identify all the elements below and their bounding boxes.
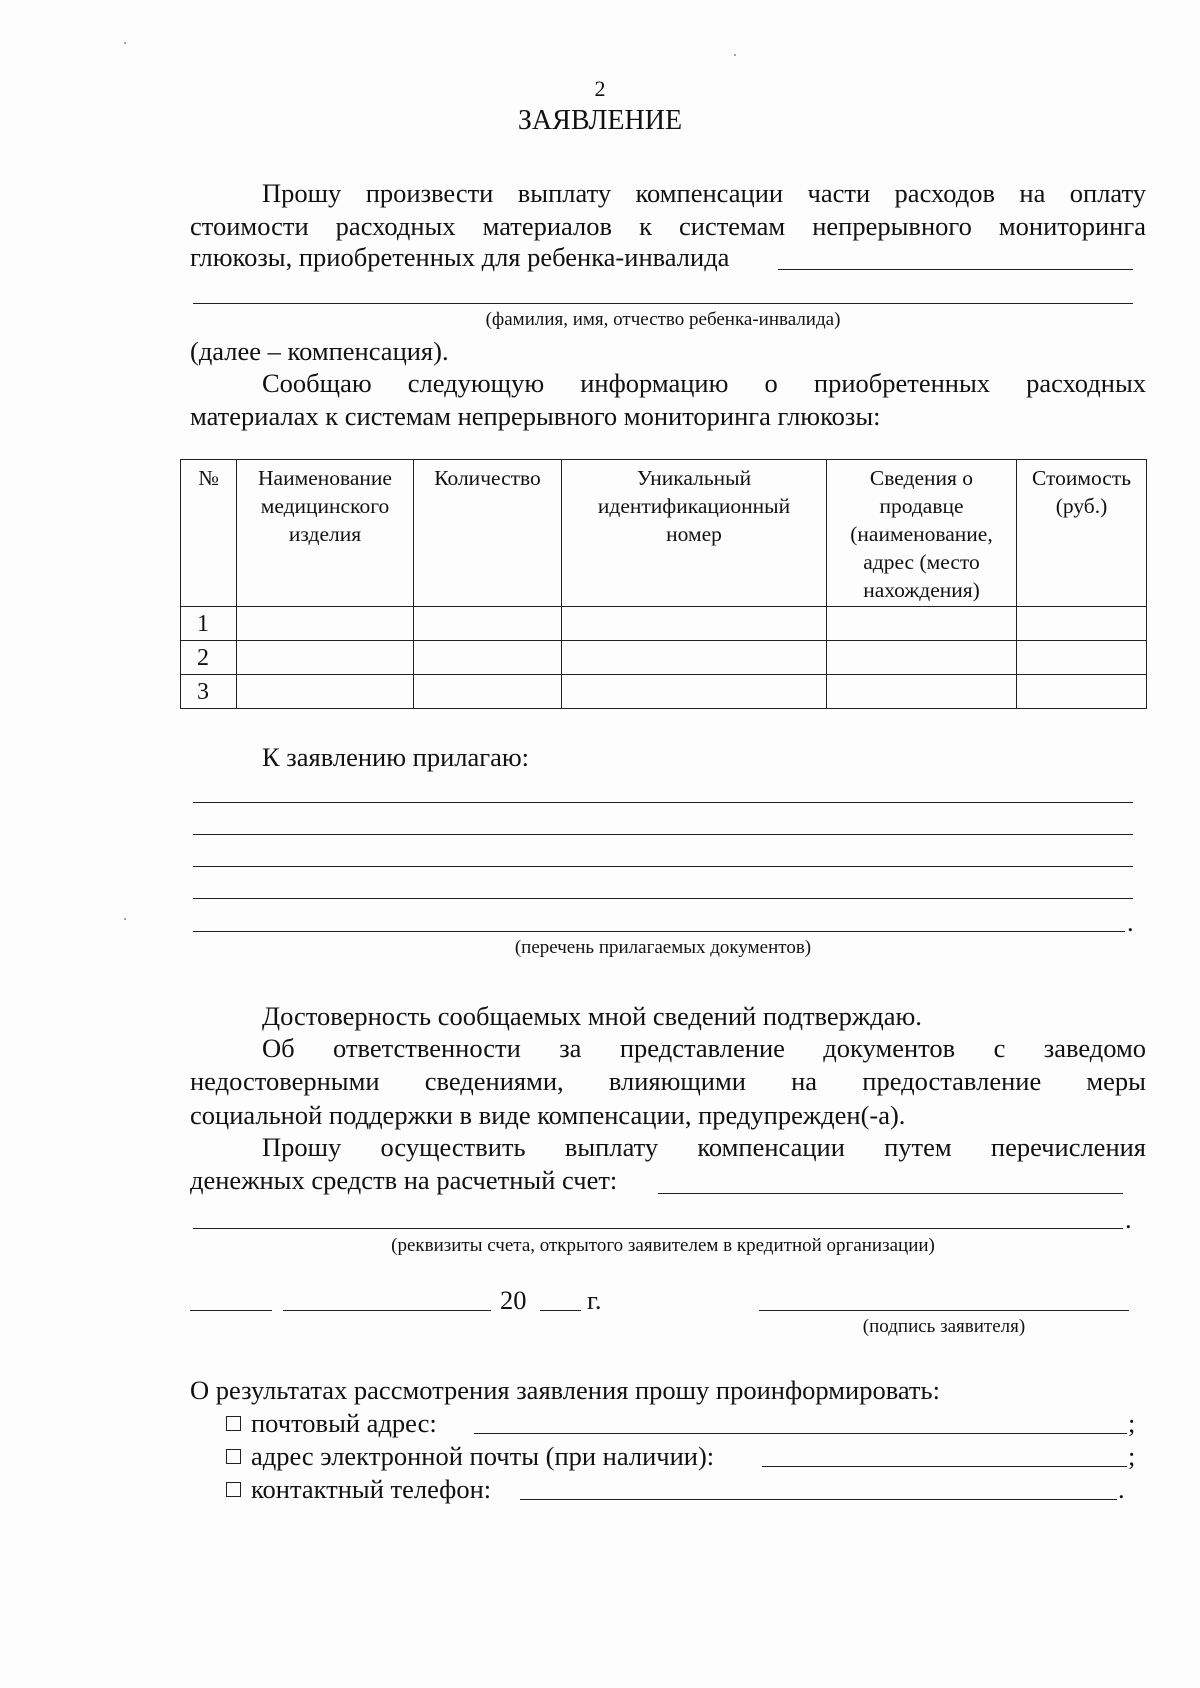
payment-line-2: денежных средств на расчетный счет: bbox=[190, 1165, 618, 1195]
date-day-field[interactable] bbox=[190, 1310, 272, 1311]
notify-option-end: ; bbox=[1128, 1408, 1136, 1438]
child-name-field-line-2[interactable] bbox=[193, 303, 1133, 304]
table-cell[interactable] bbox=[414, 675, 562, 709]
row-number: 2 bbox=[181, 641, 237, 675]
notify-option-phone bbox=[226, 1473, 491, 1506]
col-header-device-name: Наименование медицинского изделия bbox=[237, 460, 414, 607]
confirmation-line: Достоверность сообщаемых мной сведений подтверждаю. bbox=[262, 1001, 922, 1031]
attachments-caption: (перечень прилагаемых документов) bbox=[514, 937, 812, 958]
checkbox-email[interactable] bbox=[226, 1449, 241, 1464]
account-caption: (реквизиты счета, открытого заявителем в кредитной организации) bbox=[391, 1235, 935, 1256]
email-field[interactable] bbox=[762, 1466, 1127, 1467]
page-number: 2 bbox=[594, 76, 606, 101]
table-cell[interactable] bbox=[562, 641, 827, 675]
notify-option-label: почтовый адрес: bbox=[251, 1408, 437, 1438]
table-cell[interactable] bbox=[827, 675, 1017, 709]
date-month-field[interactable] bbox=[283, 1310, 491, 1311]
attachment-line-5[interactable] bbox=[193, 931, 1125, 932]
table-cell[interactable] bbox=[237, 607, 414, 641]
notify-option-label: адрес электронной почты (при наличии): bbox=[251, 1441, 715, 1471]
scan-speck bbox=[124, 42, 126, 44]
table-cell[interactable] bbox=[1017, 675, 1147, 709]
date-year-prefix: 20 bbox=[500, 1285, 527, 1315]
responsibility-line-1: Об ответственности за представление документов с заведомо bbox=[262, 1033, 1146, 1063]
table-cell[interactable] bbox=[827, 641, 1017, 675]
row-number: 1 bbox=[181, 607, 237, 641]
table-cell[interactable] bbox=[562, 675, 827, 709]
signature-caption: (подпись заявителя) bbox=[862, 1316, 1026, 1337]
table-row bbox=[181, 675, 1147, 709]
row-number: 3 bbox=[181, 675, 237, 709]
notify-option-email bbox=[226, 1440, 714, 1473]
attachments-label: К заявлению прилагаю: bbox=[262, 742, 530, 772]
signature-field[interactable] bbox=[759, 1310, 1129, 1311]
table-cell[interactable] bbox=[414, 607, 562, 641]
notify-option-postal bbox=[226, 1407, 437, 1440]
notify-option-end: . bbox=[1118, 1474, 1125, 1504]
account-field[interactable] bbox=[658, 1193, 1123, 1194]
notify-option-end: ; bbox=[1128, 1441, 1136, 1471]
attachment-line-4[interactable] bbox=[193, 898, 1133, 899]
table-cell[interactable] bbox=[1017, 641, 1147, 675]
table-cell[interactable] bbox=[827, 607, 1017, 641]
date-year-suffix: г. bbox=[587, 1285, 602, 1315]
info-line-1: Сообщаю следующую информацию о приобретенных расходных bbox=[262, 368, 1146, 398]
table-cell[interactable] bbox=[562, 607, 827, 641]
postal-address-field[interactable] bbox=[474, 1433, 1127, 1434]
col-header-seller-info: Сведения о продавце (наименование, адрес (место нахождения) bbox=[827, 460, 1017, 607]
date-year-field[interactable] bbox=[540, 1310, 581, 1311]
info-line-2: материалах к системам непрерывного мониторинга глюкозы: bbox=[190, 401, 881, 431]
intro-line-1: Прошу произвести выплату компенсации части расходов на оплату bbox=[262, 178, 1146, 208]
table-cell[interactable] bbox=[237, 641, 414, 675]
checkbox-postal[interactable] bbox=[226, 1416, 241, 1431]
table-cell[interactable] bbox=[237, 675, 414, 709]
col-header-quantity: Количество bbox=[414, 460, 562, 607]
account-end-mark: . bbox=[1125, 1204, 1132, 1234]
intro-line-4: (далее – компенсация). bbox=[190, 336, 449, 366]
scan-speck bbox=[124, 918, 126, 920]
child-name-caption: (фамилия, имя, отчество ребенка-инвалида) bbox=[485, 309, 841, 330]
notify-option-label: контактный телефон: bbox=[251, 1474, 492, 1504]
responsibility-line-2: недостоверными сведениями, влияющими на предоставление меры bbox=[190, 1066, 1146, 1096]
table-row bbox=[181, 607, 1147, 641]
attachment-line-1[interactable] bbox=[193, 802, 1133, 803]
attachment-line-3[interactable] bbox=[193, 866, 1133, 867]
intro-line-3: глюкозы, приобретенных для ребенка-инвалида bbox=[190, 242, 730, 272]
col-header-number: № bbox=[181, 460, 237, 607]
child-name-field[interactable] bbox=[778, 269, 1133, 270]
account-field-line-2[interactable] bbox=[193, 1228, 1123, 1229]
table-row bbox=[181, 641, 1147, 675]
intro-line-2: стоимости расходных материалов к системам непрерывного мониторинга bbox=[190, 211, 1146, 241]
notify-heading: О результатах рассмотрения заявления прошу проинформировать: bbox=[190, 1375, 940, 1405]
checkbox-phone[interactable] bbox=[226, 1482, 241, 1497]
table-cell[interactable] bbox=[1017, 607, 1147, 641]
col-header-cost: Стоимость (руб.) bbox=[1017, 460, 1147, 607]
materials-table bbox=[180, 459, 1147, 709]
attachments-end-mark: . bbox=[1127, 907, 1134, 937]
responsibility-line-3: социальной поддержки в виде компенсации, предупрежден(-а). bbox=[190, 1100, 906, 1130]
table-cell[interactable] bbox=[414, 641, 562, 675]
document-title: ЗАЯВЛЕНИЕ bbox=[517, 105, 683, 136]
phone-field[interactable] bbox=[520, 1499, 1117, 1500]
payment-line-1: Прошу осуществить выплату компенсации путем перечисления bbox=[262, 1132, 1146, 1162]
table-header-row bbox=[181, 460, 1147, 607]
attachment-line-2[interactable] bbox=[193, 834, 1133, 835]
scan-speck bbox=[734, 54, 736, 56]
col-header-unique-id: Уникальный идентификационный номер bbox=[562, 460, 827, 607]
